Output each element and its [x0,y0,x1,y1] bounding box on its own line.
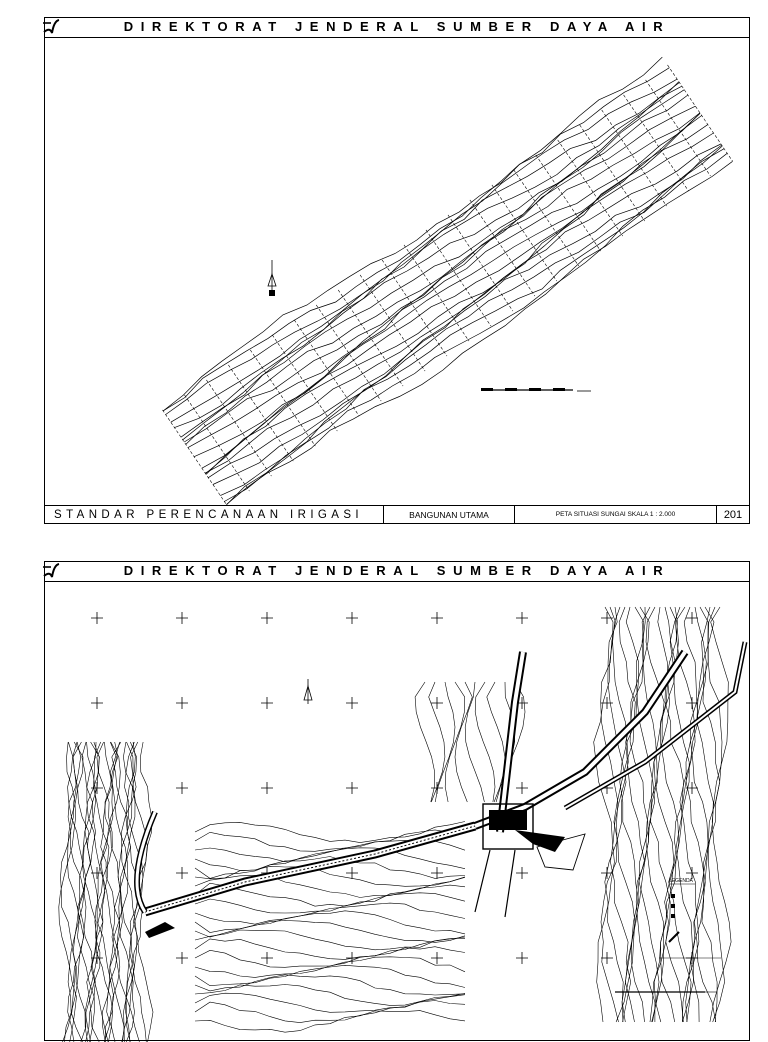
headworks-layout-plan [45,582,749,1042]
footer-volume: BANGUNAN UTAMA [384,506,515,523]
sheet-header [45,18,749,38]
footer-series: STANDAR PERENCANAAN IRIGASI [45,506,384,523]
cross-section-lines [163,65,733,505]
sheet-header [45,562,749,582]
contour-lines [163,57,732,505]
drawing-sheet-headworks-layout [44,561,750,1041]
coordinate-crosses [91,612,698,964]
weir-structure [145,804,585,938]
agency-title: DIREKTORAT JENDERAL SUMBER DAYA AIR [123,563,671,578]
footer-page-number: 201 [723,508,743,521]
river-situation-map [45,38,749,505]
legend-title: LEGENDA [669,878,693,884]
footer-caption: PETA SITUASI SUNGAI SKALA 1 : 2.000 [515,506,717,523]
north-arrow-icon [268,260,276,296]
agency-title: DIREKTORAT JENDERAL SUMBER DAYA AIR [123,19,671,34]
scale-bar [481,388,591,391]
contour-lines [59,607,731,1042]
canal-embankment [137,642,745,912]
drawing-sheet-river-situation [44,17,750,524]
sheet-footer [45,505,749,523]
north-arrow-icon [304,679,312,704]
legend-box [659,878,721,958]
